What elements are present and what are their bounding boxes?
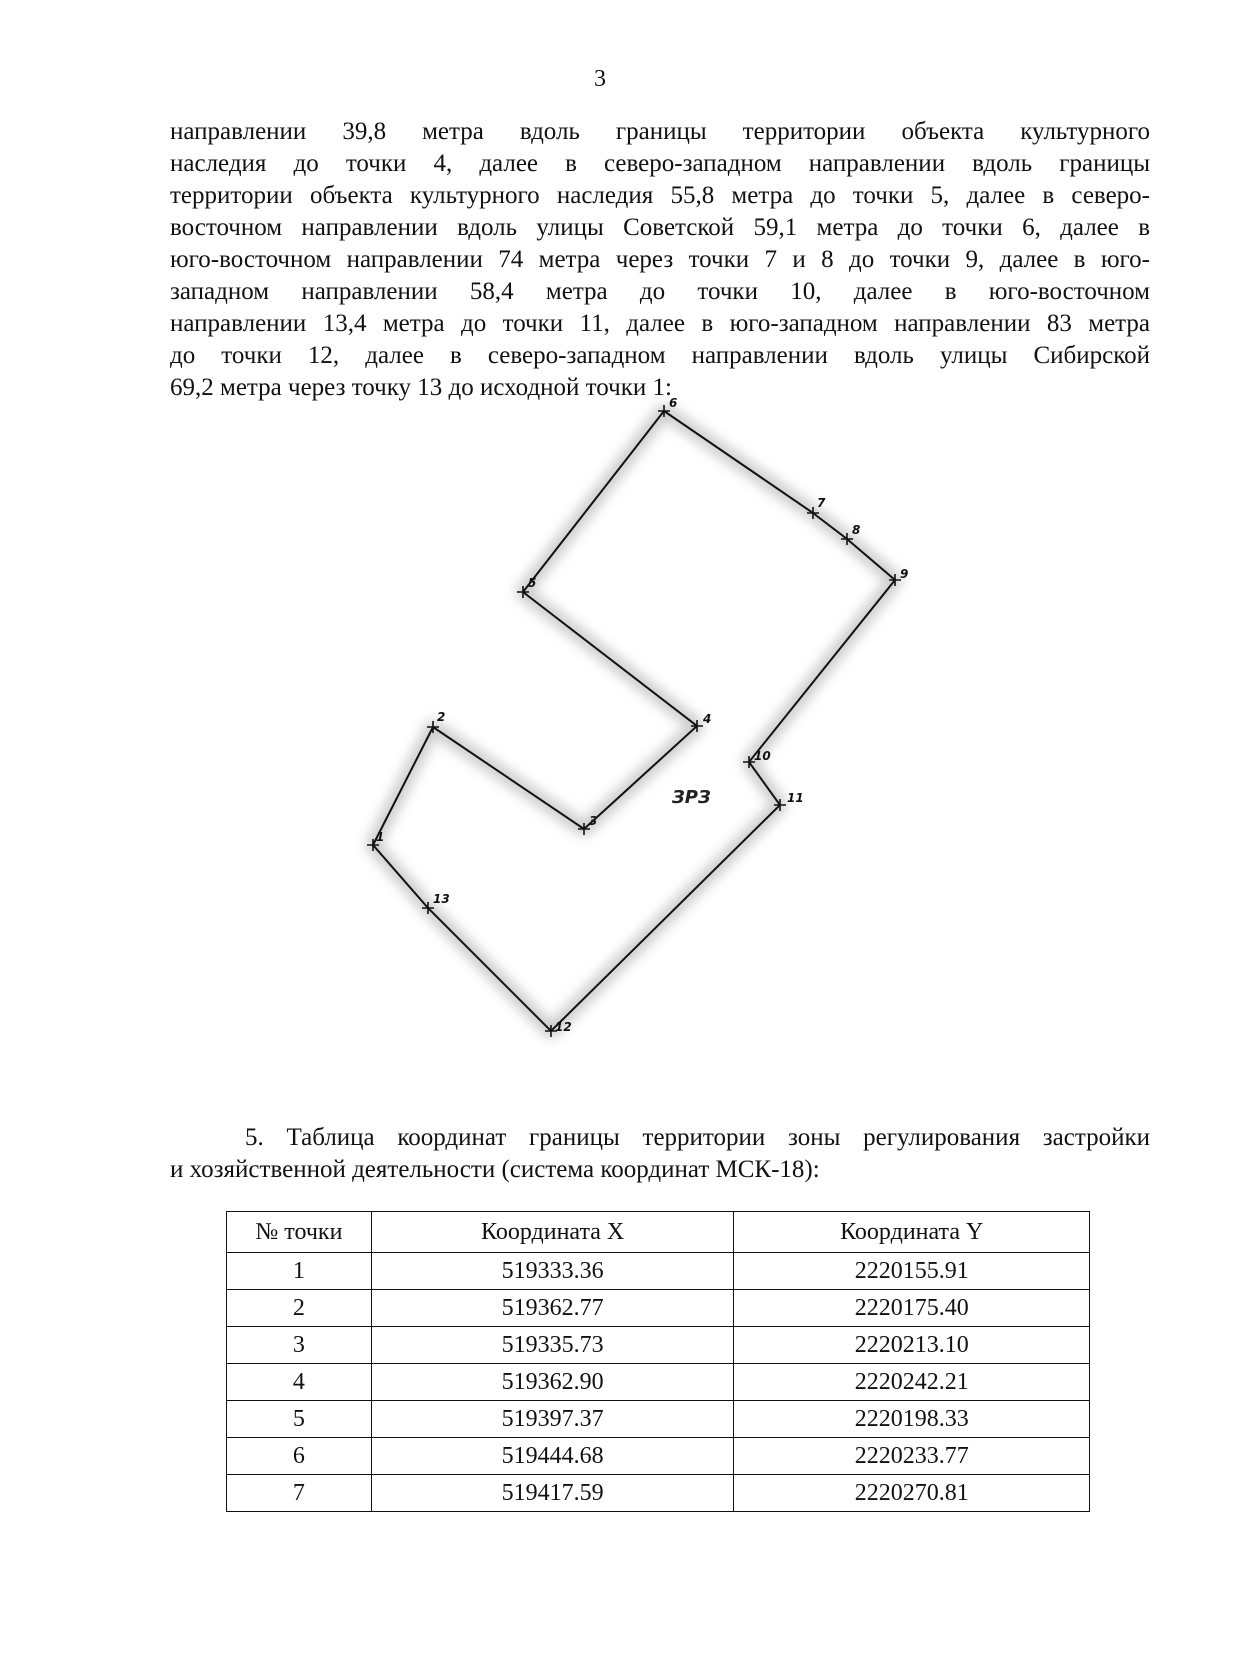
cell-point: 6 — [227, 1438, 372, 1475]
paragraph-line: направлении 13,4 метра до точки 11, далее в юго-западном направлении 83 метра — [170, 310, 1150, 337]
table-row — [227, 1253, 1090, 1290]
vertex-label: 13 — [433, 892, 450, 906]
paragraph-line: западном направлении 58,4 метра до точки 10, далее в юго-восточном — [170, 278, 1150, 305]
cell-x: 519335.73 — [371, 1327, 734, 1364]
cell-x: 519333.36 — [371, 1253, 734, 1290]
section-heading — [170, 1122, 1150, 1186]
vertex-label: 3 — [589, 814, 598, 828]
cell-x: 519362.90 — [371, 1364, 734, 1401]
column-header-point: № точки — [227, 1212, 372, 1253]
cell-x: 519444.68 — [371, 1438, 734, 1475]
vertex-label: 1 — [376, 830, 385, 844]
vertex-label: 10 — [754, 749, 771, 763]
section-heading-line: 5. Таблица координат границы территории зоны регулирования застройки — [245, 1124, 1150, 1151]
section-heading-line: и хозяйственной деятельности (система координат МСК-18): — [170, 1156, 820, 1183]
cell-y: 2220175.40 — [734, 1290, 1090, 1327]
zone-label: ЗРЗ — [672, 787, 711, 808]
coordinates-table — [226, 1211, 1090, 1512]
paragraph-line: 69,2 метра через точку 13 до исходной точки 1: — [170, 374, 672, 401]
cell-y: 2220242.21 — [734, 1364, 1090, 1401]
cell-y: 2220233.77 — [734, 1438, 1090, 1475]
table-row — [227, 1475, 1090, 1512]
paragraph-line: восточном направлении вдоль улицы Советской 59,1 метра до точки 6, далее в — [170, 214, 1150, 241]
cell-x: 519397.37 — [371, 1401, 734, 1438]
vertex-label: 9 — [900, 567, 909, 581]
vertex-label: 12 — [555, 1020, 572, 1034]
cell-point: 3 — [227, 1327, 372, 1364]
cell-y: 2220270.81 — [734, 1475, 1090, 1512]
cell-point: 2 — [227, 1290, 372, 1327]
paragraph-line: направлении 39,8 метра вдоль границы территории объекта культурного — [170, 118, 1150, 145]
cell-point: 5 — [227, 1401, 372, 1438]
paragraph-line: юго-восточном направлении 74 метра через точки 7 и 8 до точки 9, далее в юго- — [170, 246, 1150, 273]
vertex-label: 7 — [817, 496, 826, 510]
table-row — [227, 1364, 1090, 1401]
table-header-row — [227, 1212, 1090, 1253]
body-paragraph — [170, 116, 1150, 404]
cell-x: 519362.77 — [371, 1290, 734, 1327]
page-number: 3 — [594, 66, 606, 92]
table-row — [227, 1401, 1090, 1438]
boundary-diagram — [340, 396, 980, 1105]
vertex-label: 8 — [852, 523, 861, 537]
table-row — [227, 1290, 1090, 1327]
cell-x: 519417.59 — [371, 1475, 734, 1512]
cell-y: 2220198.33 — [734, 1401, 1090, 1438]
paragraph-line: территории объекта культурного наследия 55,8 метра до точки 5, далее в северо- — [170, 182, 1150, 209]
cell-point: 4 — [227, 1364, 372, 1401]
table-row — [227, 1327, 1090, 1364]
vertex-label: 2 — [437, 710, 446, 724]
vertex-label: 4 — [703, 712, 712, 726]
vertex-label: 11 — [787, 791, 804, 805]
cell-point: 7 — [227, 1475, 372, 1512]
cell-y: 2220155.91 — [734, 1253, 1090, 1290]
vertex-label: 5 — [528, 576, 537, 590]
cell-y: 2220213.10 — [734, 1327, 1090, 1364]
paragraph-line: до точки 12, далее в северо-западном направлении вдоль улицы Сибирской — [170, 342, 1150, 369]
paragraph-line: наследия до точки 4, далее в северо-западном направлении вдоль границы — [170, 150, 1150, 177]
table-row — [227, 1438, 1090, 1475]
cell-point: 1 — [227, 1253, 372, 1290]
vertex-label: 6 — [669, 396, 678, 410]
column-header-x: Координата X — [371, 1212, 734, 1253]
column-header-y: Координата Y — [734, 1212, 1090, 1253]
